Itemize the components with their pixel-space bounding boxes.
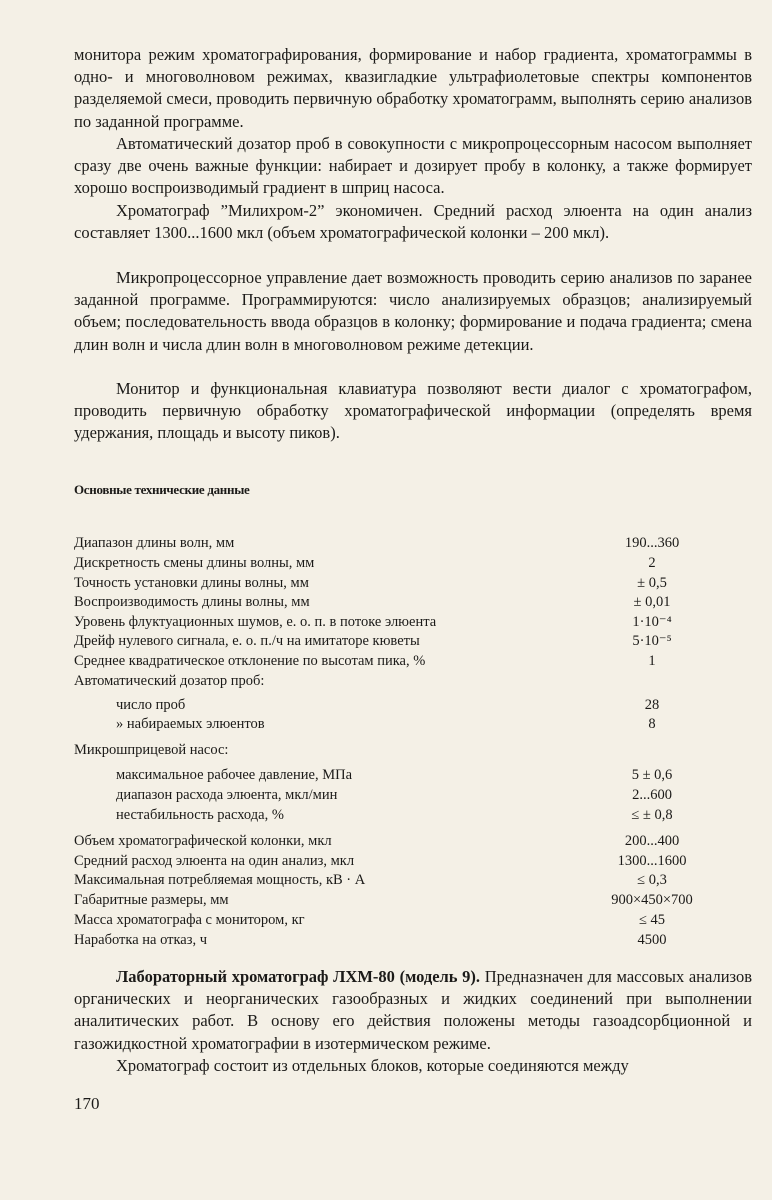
paragraph-lab: [74, 966, 752, 1055]
spec-label: Дискретность смены длины волны, мм: [74, 555, 315, 571]
spec-label: Масса хроматографа с монитором, кг: [74, 912, 305, 928]
specs-heading: Основные технические данные: [74, 482, 250, 497]
spec-value: ≤ 45: [638, 912, 666, 928]
spec-label: Диапазон длины волн, мм: [74, 535, 235, 551]
spec-label: число проб: [116, 697, 186, 713]
spec-label: Максимальная потребляемая мощность, кВ · А: [74, 872, 366, 888]
spec-label: Точность установки длины волны, мм: [74, 575, 309, 591]
spec-value: 28: [644, 697, 660, 713]
spec-label: Наработка на отказ, ч: [74, 932, 207, 948]
spec-value: ± 0,5: [637, 575, 667, 591]
lab-lead: Лабораторный хроматограф ЛХМ-80 (модель 9).: [116, 967, 481, 986]
spec-value: ≤ 0,3: [637, 872, 667, 888]
spec-value: 8: [648, 716, 656, 732]
spec-value: 2...600: [632, 787, 672, 803]
spec-label: нестабильность расхода, %: [116, 807, 284, 823]
spec-value: ± 0,01: [633, 594, 671, 610]
spec-label: Уровень флуктуационных шумов, е. о. п. в потоке элюента: [74, 614, 437, 630]
page-number: 170: [74, 1094, 100, 1113]
paragraph-3: Хроматограф ”Милихром-2” экономичен. Средний расход элюента на один анализ составляет 1300...1600 мкл (объем хроматографической колонки – 200 мкл).: [74, 201, 752, 243]
paragraph-1: монитора режим хроматографирования, формирование и набор градиента, хроматограммы в одно- и многоволновом режимах, квазигладкие ультрафиолетовые спектры компонентов разделяемой смеси, проводить первичную обработку хроматограмм, выполнять серию анализов по заданной программе.: [74, 45, 752, 131]
spec-value: 2: [648, 555, 656, 571]
spec-label: » набираемых элюентов: [116, 716, 265, 732]
spec-value: 1·10⁻⁴: [632, 614, 672, 630]
spec-value: 190...360: [624, 535, 680, 551]
spec-label: диапазон расхода элюента, мкл/мин: [116, 787, 338, 803]
spec-value: 200...400: [624, 833, 680, 849]
spec-label: максимальное рабочее давление, МПа: [116, 767, 353, 783]
paragraph-5: Монитор и функциональная клавиатура позволяют вести диалог с хроматографом, проводить первичную обработку хроматографической информации (определять время удержания, площадь и высоту пиков).: [74, 379, 752, 443]
paragraph-4: Микропроцессорное управление дает возможность проводить серию анализов по заранее заданной программе. Программируются: число анализируемых образцов; анализируемый объем; последовательность ввода образцов в колонку; формирование и подача градиента; смена длин волн и числа длин волн в многоволновом режиме детекции.: [74, 268, 752, 354]
spec-label: Автоматический дозатор проб:: [74, 673, 265, 689]
spec-label: Габаритные размеры, мм: [74, 892, 229, 908]
spec-label: Объем хроматографической колонки, мкл: [74, 833, 332, 849]
paragraph-2: Автоматический дозатор проб в совокупности с микропроцессорным насосом выполняет сразу две очень важные функции: набирает и дозирует пробу в колонку, а также формирует хорошо воспроизводимый градиент в шприц насоса.: [74, 134, 752, 198]
spec-label: Воспроизводимость длины волны, мм: [74, 594, 310, 610]
spec-value: 5·10⁻⁵: [632, 633, 672, 649]
spec-value: 5 ± 0,6: [631, 767, 673, 783]
spec-label: Среднее квадратическое отклонение по высотам пика, %: [74, 653, 426, 669]
spec-value: 1300...1600: [617, 853, 687, 869]
spec-value: 4500: [637, 932, 667, 948]
spec-value: 1: [648, 653, 656, 669]
spec-label: Средний расход элюента на один анализ, мкл: [74, 853, 355, 869]
spec-label: Дрейф нулевого сигнала, е. о. п./ч на имитаторе кюветы: [74, 633, 420, 649]
spec-label: Микрошприцевой насос:: [74, 742, 229, 758]
spec-value: 900×450×700: [611, 892, 693, 908]
lab-text: Предназначен для массовых анализов органических и неорганических газообразных и жидких соединений при выполнении аналитических работ. В основу его действия положены методы газоадсорбционной и газожидкостной хроматографии в изотермическом режиме.: [74, 967, 752, 1053]
spec-value: ≤ ± 0,8: [631, 807, 673, 823]
paragraph-last: Хроматограф состоит из отдельных блоков, которые соединяются между: [116, 1056, 629, 1075]
